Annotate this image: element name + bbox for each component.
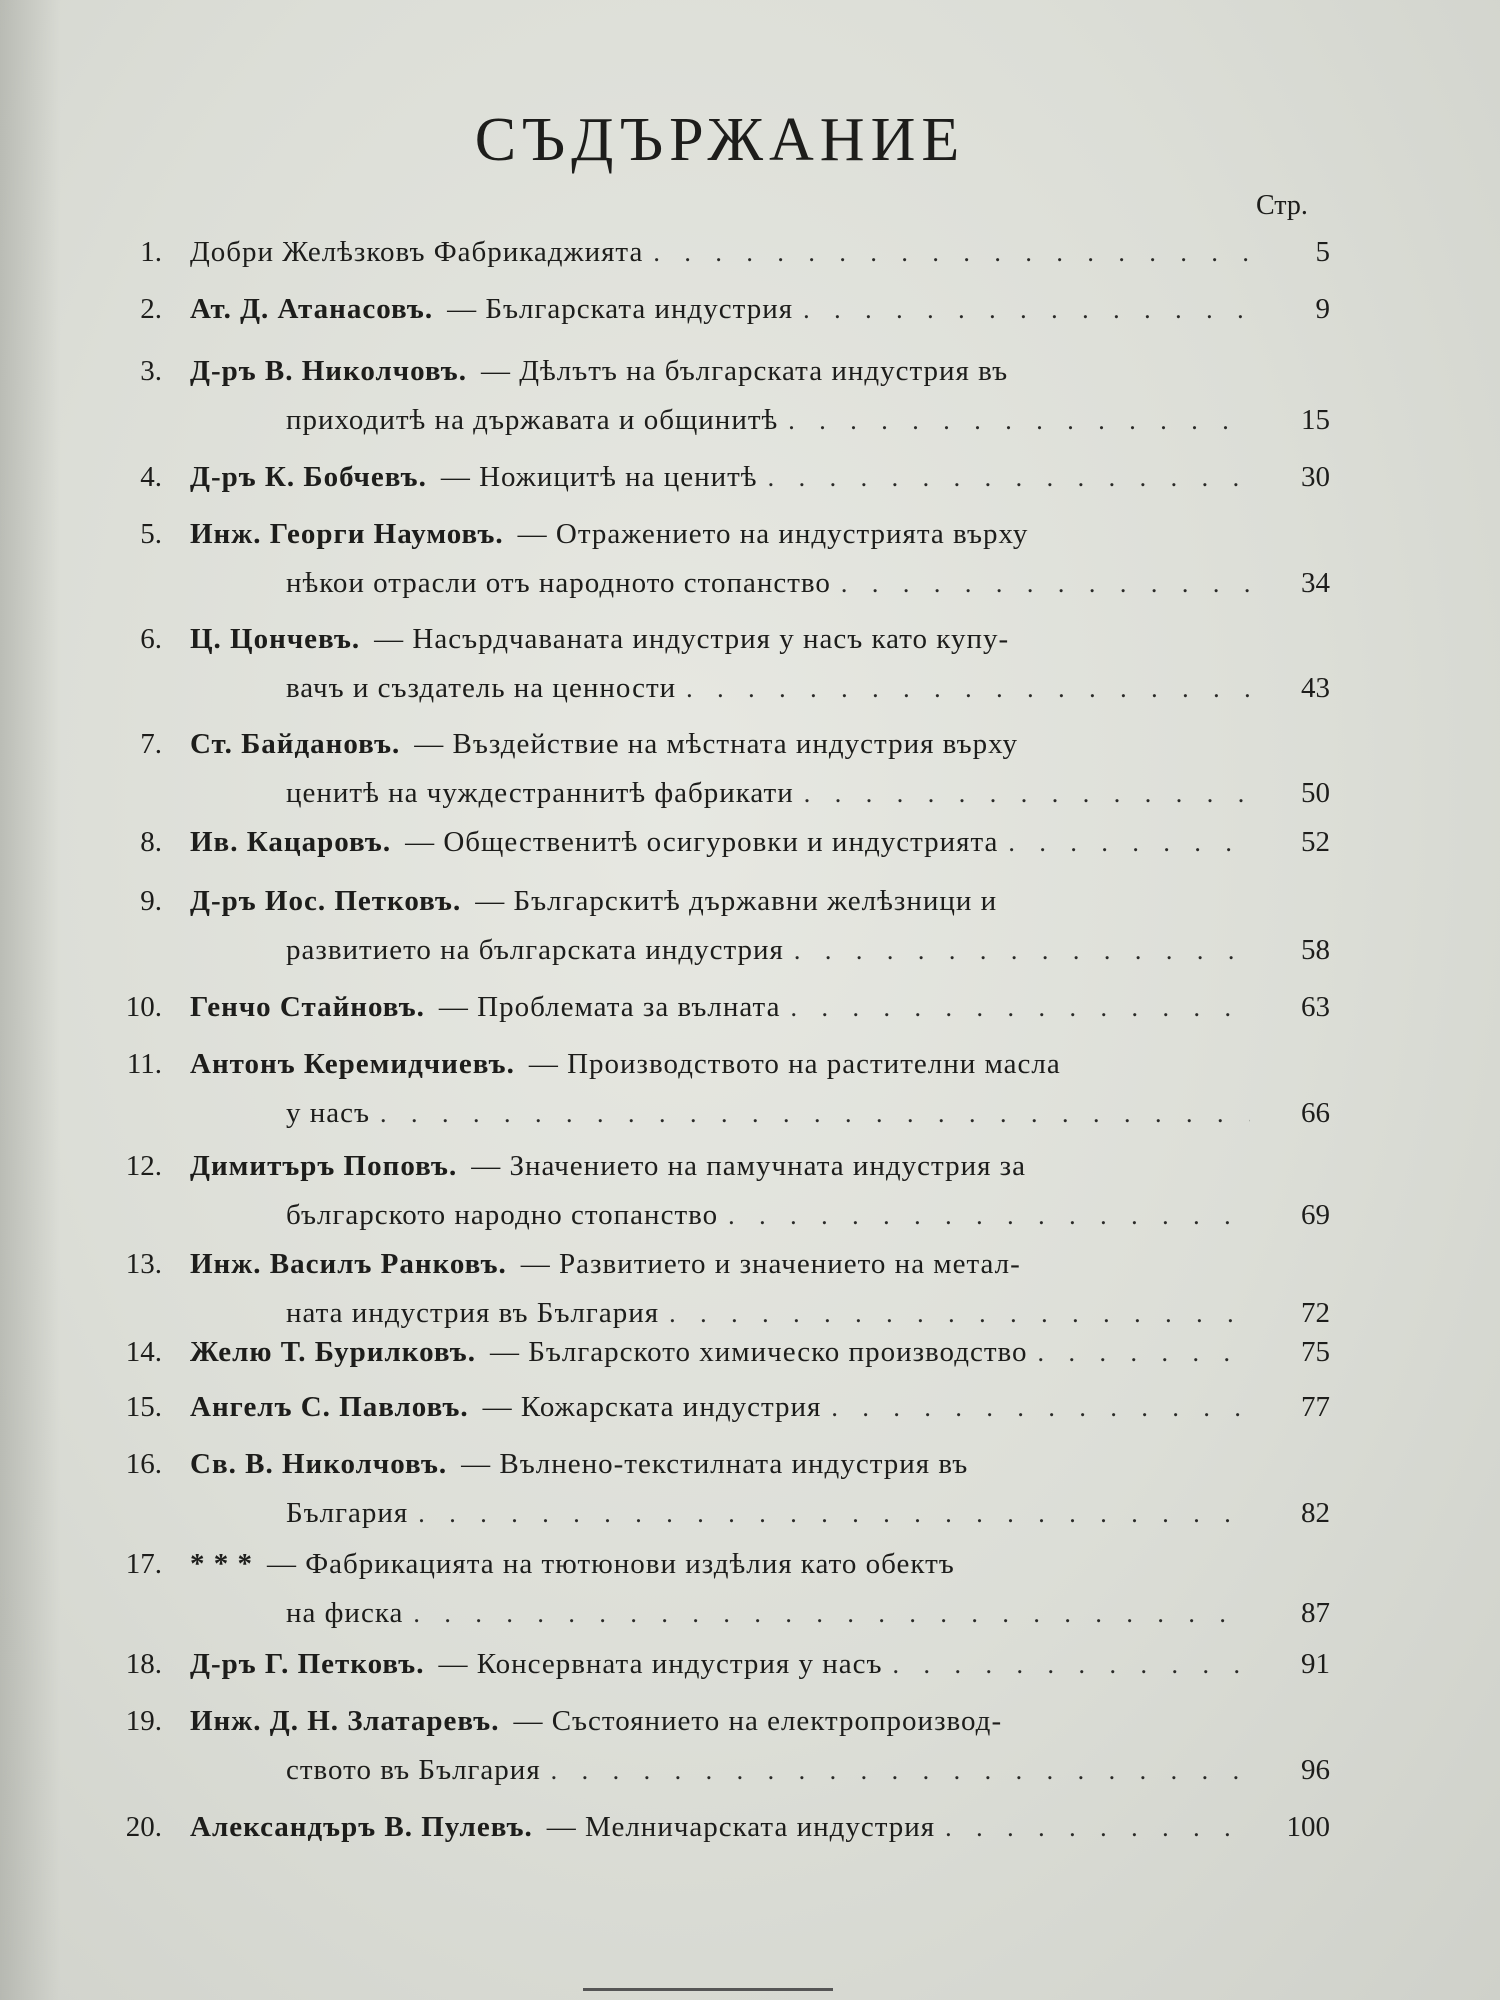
entry-body <box>190 510 1330 608</box>
entry-title: — Дѣлътъ на българската индустрия въ <box>480 355 1009 387</box>
entry-number: 8. <box>140 826 162 858</box>
entry-body <box>190 615 1330 713</box>
entry-line <box>190 1640 1330 1689</box>
entry-line <box>190 1440 1330 1489</box>
entry-line <box>190 1489 1330 1538</box>
entry-title: — Българската индустрия <box>447 293 794 325</box>
entry-body <box>190 347 1330 445</box>
entry-title-continuation: ната индустрия въ България <box>286 1297 660 1329</box>
entry-title: — Развитието и значението на метал- <box>520 1248 1021 1280</box>
entry-author: Ив. Кацаровъ. <box>190 826 392 858</box>
entry-page-number: 66 <box>1301 1097 1330 1129</box>
entry-body <box>190 1640 1330 1689</box>
dot-leader <box>686 664 1250 713</box>
entry-author: Генчо Стайновъ. <box>190 991 425 1023</box>
dot-leader <box>893 1640 1250 1689</box>
entry-number: 15. <box>125 1391 162 1423</box>
entry-author: Д-ръ Иос. Петковъ. <box>190 885 462 917</box>
entry-number: 12. <box>125 1150 162 1182</box>
entry-title: — Въздействие на мѣстната индустрия върху <box>414 728 1019 760</box>
dot-leader <box>413 1589 1250 1638</box>
entry-body <box>190 818 1330 867</box>
entry-author: Инж. Д. Н. Златаревъ. <box>190 1705 500 1737</box>
entry-page-number: 50 <box>1301 777 1330 809</box>
entry-body <box>190 1440 1330 1538</box>
entry-title: — Проблемата за вълната <box>438 991 781 1023</box>
dot-leader <box>1038 1328 1251 1377</box>
entry-page-number: 15 <box>1301 404 1330 436</box>
entry-number: 14. <box>125 1336 162 1368</box>
entry-number: 1. <box>140 236 162 268</box>
entry-title-continuation: нѣкои отрасли отъ народното стопанство <box>286 567 831 599</box>
entry-number: 13. <box>125 1248 162 1280</box>
entry-title: — Състоянието на електропроизвод- <box>513 1705 1003 1737</box>
entry-author: Желю Т. Бурилковъ. <box>190 1336 476 1368</box>
dot-leader <box>841 559 1250 608</box>
entry-number: 3. <box>140 355 162 387</box>
entry-title-continuation: развитието на българската индустрия <box>286 934 784 966</box>
entry-author: Александъръ В. Пулевъ. <box>190 1811 533 1843</box>
entry-number: 7. <box>140 728 162 760</box>
entry-number: 6. <box>140 623 162 655</box>
entry-page-number: 52 <box>1301 826 1330 858</box>
entry-number: 4. <box>140 461 162 493</box>
entry-line <box>190 926 1330 975</box>
entry-body <box>190 1040 1330 1138</box>
entry-title-continuation: вачъ и създатель на ценности <box>286 672 677 704</box>
entry-title-continuation: у насъ <box>286 1097 371 1129</box>
page-title: СЪДЪРЖАНИЕ <box>474 106 966 174</box>
entry-author: Д-ръ К. Бобчевъ. <box>190 461 427 493</box>
entry-body <box>190 720 1330 818</box>
entry-title-continuation: приходитѣ на държавата и общинитѣ <box>286 404 779 436</box>
entry-author: Д-ръ Г. Петковъ. <box>190 1648 425 1680</box>
dot-leader <box>1008 818 1250 867</box>
entry-line <box>190 1191 1330 1240</box>
entry-page-number: 34 <box>1301 567 1330 599</box>
entry-body <box>190 1540 1330 1638</box>
entry-author: Ц. Цончевъ. <box>190 623 361 655</box>
entry-title-continuation: ценитѣ на чуждестраннитѣ фабрикати <box>286 777 794 809</box>
entry-title: — Българското химическо производство <box>489 1336 1028 1368</box>
entry-line <box>190 1040 1330 1089</box>
entry-line <box>190 664 1330 713</box>
entry-title: — Значението на памучната индустрия за <box>471 1150 1027 1182</box>
entry-title-continuation: България <box>286 1497 409 1529</box>
entry-title: Добри Желѣзковъ Фабрикаджията <box>190 236 644 268</box>
entry-line <box>190 453 1330 502</box>
entry-number: 9. <box>140 885 162 917</box>
dot-leader <box>804 769 1250 818</box>
entry-line <box>190 1383 1330 1432</box>
dot-leader <box>653 228 1250 277</box>
entry-title-continuation: ството въ България <box>286 1754 541 1786</box>
entry-body <box>190 1697 1330 1795</box>
entry-number: 11. <box>126 1048 162 1080</box>
entry-line <box>190 347 1330 396</box>
entry-author: * * * <box>190 1548 253 1580</box>
entry-title-continuation: на фиска <box>286 1597 404 1629</box>
entry-line <box>190 877 1330 926</box>
entry-body <box>190 453 1330 502</box>
entry-title: — Българскитѣ държавни желѣзници и <box>475 885 998 917</box>
entry-number: 20. <box>125 1811 162 1843</box>
entry-body <box>190 1803 1330 1852</box>
page-column-label: Стр. <box>1256 190 1308 221</box>
entry-page-number: 5 <box>1315 236 1330 268</box>
entry-line <box>190 285 1330 334</box>
entry-page-number: 96 <box>1301 1754 1330 1786</box>
dot-leader <box>788 396 1250 445</box>
entry-line <box>190 1589 1330 1638</box>
dot-leader <box>794 926 1250 975</box>
entry-body <box>190 983 1330 1032</box>
entry-line <box>190 720 1330 769</box>
entry-body <box>190 285 1330 334</box>
entry-body <box>190 1240 1330 1338</box>
entry-title: — Ножицитѣ на ценитѣ <box>440 461 758 493</box>
entry-title: — Кожарската индустрия <box>482 1391 822 1423</box>
entry-title: — Вълнено-текстилната индустрия въ <box>461 1448 969 1480</box>
entry-line <box>190 1803 1330 1852</box>
dot-leader <box>831 1383 1250 1432</box>
entry-title-continuation: българското народно стопанство <box>286 1199 719 1231</box>
entry-page-number: 87 <box>1301 1597 1330 1629</box>
entry-body <box>190 1142 1330 1240</box>
entry-body <box>190 877 1330 975</box>
entry-page-number: 58 <box>1301 934 1330 966</box>
entry-title: — Мелничарската индустрия <box>546 1811 936 1843</box>
dot-leader <box>803 285 1250 334</box>
entry-body <box>190 228 1330 277</box>
bottom-rule <box>583 1988 833 1991</box>
entry-page-number: 77 <box>1301 1391 1330 1423</box>
entry-title: — Насърдчаваната индустрия у насъ като купу- <box>374 623 1010 655</box>
entry-title: — Общественитѣ осигуровки и индустрията <box>405 826 999 858</box>
entry-page-number: 69 <box>1301 1199 1330 1231</box>
entry-line <box>190 228 1330 277</box>
entry-page-number: 75 <box>1301 1336 1330 1368</box>
dot-leader <box>380 1089 1250 1138</box>
entry-author: Инж. Георги Наумовъ. <box>190 518 504 550</box>
entry-number: 10. <box>125 991 162 1023</box>
entry-page-number: 43 <box>1301 672 1330 704</box>
entry-page-number: 63 <box>1301 991 1330 1023</box>
entry-title: — Фабрикацията на тютюнови издѣлия като обектъ <box>267 1548 955 1580</box>
entry-line <box>190 1142 1330 1191</box>
entry-line <box>190 396 1330 445</box>
entry-line <box>190 1328 1330 1377</box>
entry-number: 16. <box>125 1448 162 1480</box>
entry-number: 18. <box>125 1648 162 1680</box>
entry-body <box>190 1383 1330 1432</box>
dot-leader <box>551 1746 1250 1795</box>
entry-page-number: 91 <box>1301 1648 1330 1680</box>
entry-line <box>190 615 1330 664</box>
entry-line <box>190 769 1330 818</box>
entry-body <box>190 1328 1330 1377</box>
dot-leader <box>790 983 1250 1032</box>
entry-page-number: 30 <box>1301 461 1330 493</box>
dot-leader <box>945 1803 1250 1852</box>
entry-title: — Отражението на индустрията върху <box>517 518 1029 550</box>
entry-page-number: 82 <box>1301 1497 1330 1529</box>
dot-leader <box>768 453 1250 502</box>
entry-title: — Производството на растителни масла <box>528 1048 1061 1080</box>
entry-author: Антонъ Керемидчиевъ. <box>190 1048 515 1080</box>
entry-title: — Консервната индустрия у насъ <box>438 1648 883 1680</box>
entry-line <box>190 1089 1330 1138</box>
entry-author: Ангелъ С. Павловъ. <box>190 1391 469 1423</box>
entry-author: Димитъръ Поповъ. <box>190 1150 458 1182</box>
entry-author: Ат. Д. Атанасовъ. <box>190 293 434 325</box>
entry-author: Д-ръ В. Николчовъ. <box>190 355 467 387</box>
entry-author: Инж. Василъ Ранковъ. <box>190 1248 507 1280</box>
dot-leader <box>418 1489 1250 1538</box>
entry-author: Ст. Байдановъ. <box>190 728 401 760</box>
entry-line <box>190 1240 1330 1289</box>
entry-number: 2. <box>140 293 162 325</box>
entry-page-number: 100 <box>1286 1811 1330 1843</box>
entry-line <box>190 510 1330 559</box>
entry-number: 5. <box>140 518 162 550</box>
entry-page-number: 72 <box>1301 1297 1330 1329</box>
entry-number: 19. <box>125 1705 162 1737</box>
entry-line <box>190 559 1330 608</box>
dot-leader <box>728 1191 1250 1240</box>
entry-number: 17. <box>125 1548 162 1580</box>
entry-line <box>190 983 1330 1032</box>
entry-line <box>190 1540 1330 1589</box>
entry-author: Св. В. Николчовъ. <box>190 1448 448 1480</box>
entry-line <box>190 1697 1330 1746</box>
entry-line <box>190 818 1330 867</box>
entry-page-number: 9 <box>1315 293 1330 325</box>
entry-line <box>190 1746 1330 1795</box>
